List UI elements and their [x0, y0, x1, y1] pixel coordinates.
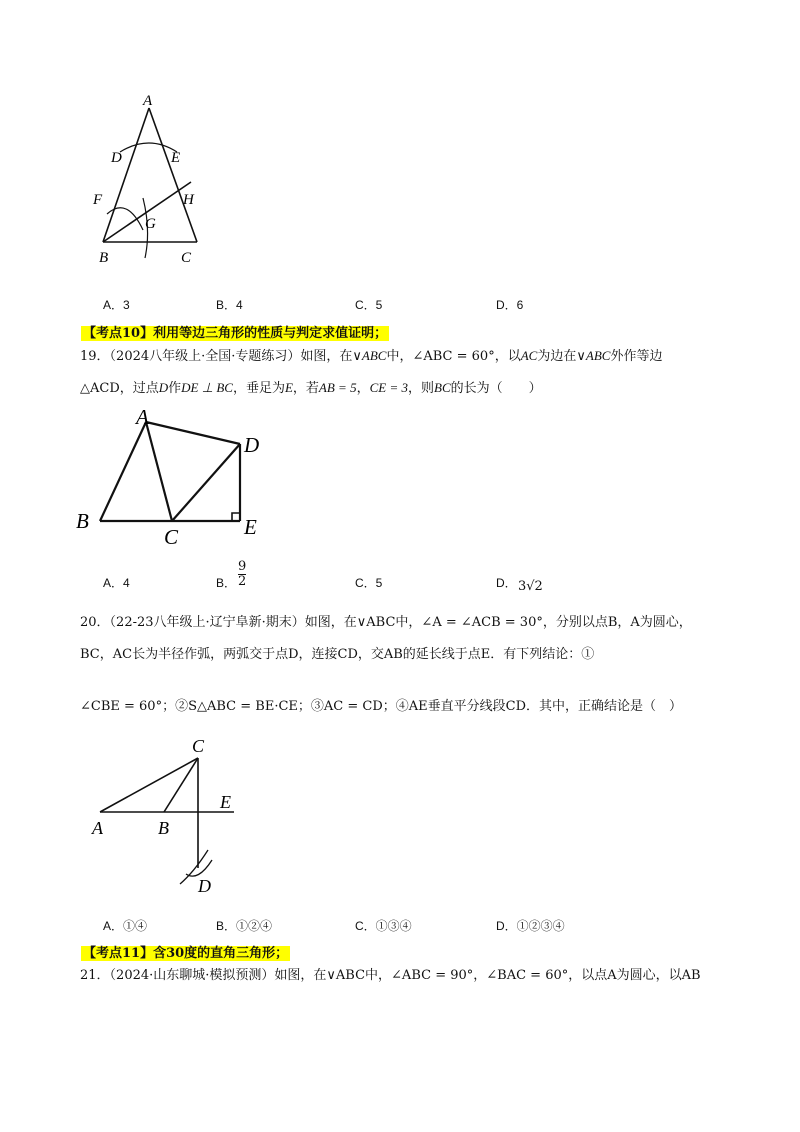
- label-H: H: [183, 192, 194, 208]
- q19-line-2: △ACD，过点D作DE ⊥ BC，垂足为E，若AB = 5，CE = 3，则BC的长为（ ）: [80, 380, 542, 396]
- q19-label-D: D: [244, 433, 260, 457]
- q19-label-C: C: [164, 525, 179, 549]
- q19-label-E: E: [244, 515, 257, 539]
- figure-q20: [86, 732, 246, 898]
- q18-option-d: D．6: [496, 298, 524, 312]
- q19-option-b-fraction: $\frac{9}{2}$: [238, 559, 247, 589]
- q20-option-a: A．①④: [103, 919, 148, 933]
- q19-option-d-value: 3√2: [518, 579, 543, 594]
- q21-line-1: 21．（2024·山东聊城·模拟预测）如图，在∨ABC中，∠ABC = 90°，∠BAC = 60°，以点A为圆心，以AB: [80, 968, 701, 983]
- figure-triangle-bisector: [85, 90, 215, 270]
- section-11-heading: 【考点11】含30度的直角三角形；: [83, 946, 289, 961]
- q18-option-b: B．4: [216, 298, 243, 312]
- q20-label-A: A: [92, 818, 103, 838]
- q19-line-1: 19．（2024八年级上·全国·专题练习）如图，在∨ABC中，∠ABC = 60°，以AC为边在∨ABC外作等边: [80, 348, 663, 364]
- figure-q19: [72, 404, 282, 549]
- q20-label-C: C: [192, 736, 205, 756]
- q20-label-E: E: [220, 792, 231, 812]
- q18-option-c: C．5: [355, 298, 383, 312]
- q20-option-d: D．①②③④: [496, 919, 565, 933]
- q19-option-c: C．5: [355, 576, 383, 590]
- q20-line-2: BC，AC长为半径作弧，两弧交于点D，连接CD，交AB的延长线于点E．有下列结论：①: [80, 647, 595, 662]
- q20-line-3: ∠CBE = 60°；②S△ABC = BE·CE；③AC = CD；④AE垂直平分线段CD．其中，正确结论是（ ）: [80, 699, 682, 714]
- label-A: A: [143, 93, 153, 109]
- q19-label-A: A: [136, 405, 149, 429]
- label-F: F: [93, 192, 103, 208]
- label-C: C: [181, 250, 192, 266]
- q20-label-D: D: [198, 876, 211, 896]
- q20-label-B: B: [158, 818, 169, 838]
- q19-option-d-prefix: D．: [496, 576, 517, 590]
- q18-option-a: A．3: [103, 298, 130, 312]
- q20-option-b: B．①②④: [216, 919, 273, 933]
- q20-option-c: C．①③④: [355, 919, 412, 933]
- section-10-heading: 【考点10】利用等边三角形的性质与判定求值证明；: [83, 326, 388, 341]
- label-D: D: [111, 150, 122, 166]
- label-G: G: [145, 216, 156, 232]
- q19-option-a: A．4: [103, 576, 130, 590]
- label-B: B: [99, 250, 109, 266]
- q19-label-B: B: [76, 509, 89, 533]
- q19-option-b-prefix: B．: [216, 576, 237, 590]
- q20-line-1: 20．（22-23八年级上·辽宁阜新·期末）如图，在∨ABC中，∠A = ∠ACB = 30°，分别以点B，A为圆心，: [80, 615, 692, 630]
- label-E: E: [171, 150, 181, 166]
